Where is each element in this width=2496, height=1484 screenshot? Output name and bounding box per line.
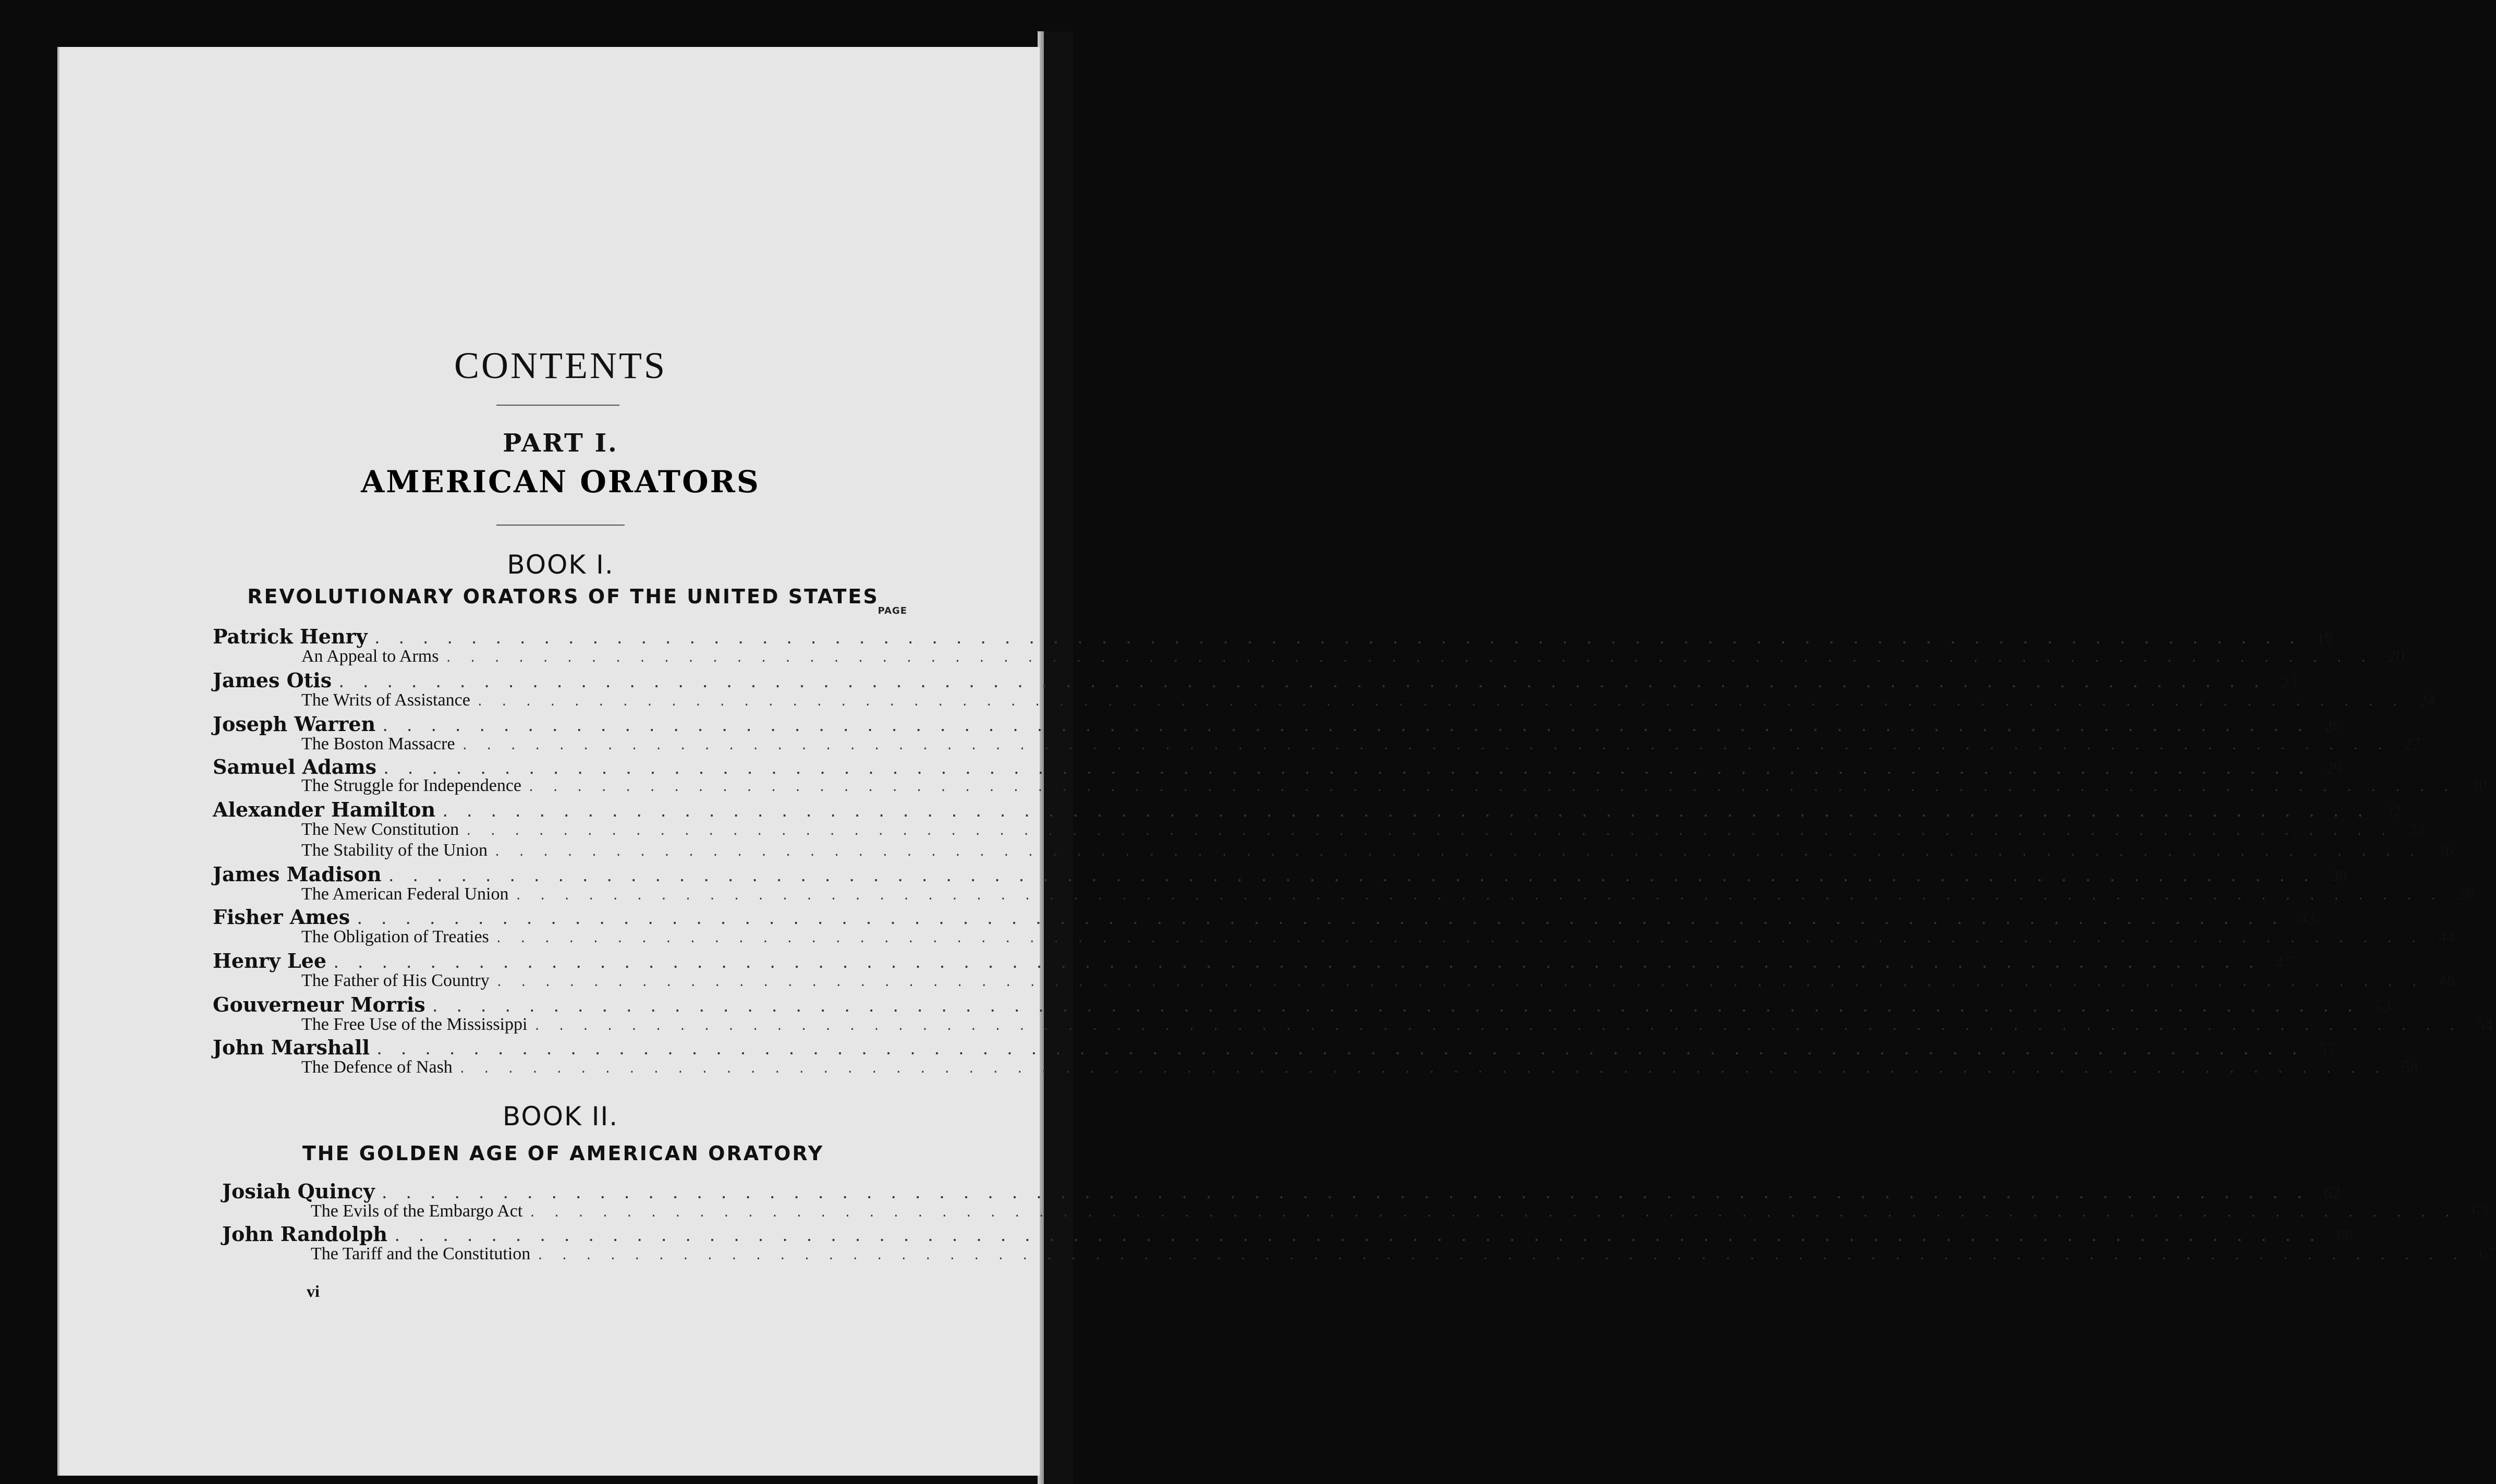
toc-author-entry [213,905,2316,929]
toc-page-number: 57 [2319,1039,2336,1058]
toc-page-number: 26 [2324,716,2342,735]
dot-leader: . . . . . . . . . . . . . . . . . . . . . . . . . . . . . . . . . . . . . . . . . . . . . . . . . . . . . . . . . . . . . . . . . . . . . . . . . . . . . . . . [528,781,2455,794]
book-2-title: THE GOLDEN AGE OF AMERICAN ORATORY [302,1142,824,1165]
toc-author-entry [213,798,2402,821]
toc-speech-entry [311,1201,2489,1221]
toc-page-number: 32 [2384,801,2402,820]
part-label: PART I. [503,429,618,458]
toc-entry-title: Patrick Henry [213,625,368,648]
toc-page-number: 63 [2471,1201,2489,1220]
toc-page-number: 38 [2330,866,2347,885]
toc-page-number: 43 [2299,909,2316,928]
toc-page-number: 47 [2275,953,2293,971]
toc-speech-entry [301,690,2436,710]
toc-entry-title: The Defence of Nash [301,1057,453,1077]
toc-speech-entry [301,841,2453,860]
book-2-label: BOOK II. [502,1101,619,1132]
toc-entry-title: The Tariff and the Constitution [311,1244,531,1263]
dot-leader: . . . . . . . . . . . . . . . . . . . . . . . . . . . . . . . . . . . . . . . . . . . . . . . . . . . . . . . . . . . . . . . . . . . . . . . . . . . . . . . . [461,739,2389,752]
toc-entry-title: John Marshall [213,1036,370,1059]
toc-speech-entry [301,1015,2493,1035]
dot-leader: . . . . . . . . . . . . . . . . . . . . . . . . . . . . . . . . . . . . . . . . . . . . . . . . . . . . . . . . . . . . . . . . . . . . . . . . . . . . . . . . [333,958,2260,971]
dot-leader: . . . . . . . . . . . . . . . . . . . . . . . . . . . . . . . . . . . . . . . . . . . . . . . . . . . . . . . . . . . . . . . . . . . . . . . . . . . . . . . . [476,696,2404,709]
toc-speech-entry [311,1244,2496,1264]
dot-leader: . . . . . . . . . . . . . . . . . . . . . . . . . . . . . . . . . . . . . . . . . . . . . . . . . . . . . . . . . . . . . . . . . . . . . . . . . . . . . . . . [356,914,2284,927]
toc-author-entry [213,949,2293,972]
scan-border [1044,31,1073,1484]
toc-author-entry [213,993,2391,1016]
toc-page-number: 53 [2374,996,2391,1015]
book-1-label: BOOK I. [507,550,614,580]
toc-author-entry [213,625,2333,648]
toc-entry-title: The Writs of Assistance [301,690,470,710]
toc-speech-entry [301,884,2475,904]
toc-page-number: 44 [2438,927,2455,946]
dot-leader: . . . . . . . . . . . . . . . . . . . . . . . . . . . . . . . . . . . . . . . . . . . . . . . . . . . . . . . . . . . . . . . . . . . . . . . . . . . . . . . . [515,890,2442,903]
heading-rule [496,405,619,406]
part-rule [496,525,625,526]
toc-entry-title: The New Constitution [301,820,459,839]
toc-author-entry [222,1179,2341,1203]
dot-leader: . . . . . . . . . . . . . . . . . . . . . . . . . . . . . . . . . . . . . . . . . . . . . . . . . . . . . . . . . . . . . . . . . . . . . . . . . . . . . . . . [338,677,2266,690]
dot-leader: . . . . . . . . . . . . . . . . . . . . . . . . . . . . . . . . . . . . . . . . . . . . . . . . . . . . . . . . . . . . . . . . . . . . . . . . . . . . . . . . [495,976,2423,989]
toc-speech-entry [301,776,2487,796]
toc-page-number: 67 [2479,1244,2496,1263]
toc-author-entry [213,755,2343,779]
toc-speech-entry [301,1057,2418,1077]
toc-entry-title: Gouverneur Morris [213,993,425,1016]
toc-page-number: 62 [2323,1183,2341,1202]
toc-speech-entry [301,734,2421,754]
toc-entry-title: The Stability of the Union [301,841,488,860]
toc-page-number: 33 [2408,820,2425,838]
toc-page-number: 19 [2316,628,2333,647]
toc-entry-title: The Obligation of Treaties [301,927,489,946]
contents-heading: CONTENTS [454,345,667,386]
dot-leader: . . . . . . . . . . . . . . . . . . . . . . . . . . . . . . . . . . . . . . . . . . . . . . . . . . . . . . . . . . . . . . . . . . . . . . . . . . . . . . . . [465,825,2393,838]
dot-leader: . . . . . . . . . . . . . . . . . . . . . . . . . . . . . . . . . . . . . . . . . . . . . . . . . . . . . . . . . . . . . . . . . . . . . . . . . . . . . . . . [529,1207,2456,1220]
toc-page-number: 30 [2470,776,2487,795]
page-column-label: PAGE [878,605,907,616]
toc-entry-title: James Madison [213,862,382,886]
dot-leader: . . . . . . . . . . . . . . . . . . . . . . . . . . . . . . . . . . . . . . . . . . . . . . . . . . . . . . . . . . . . . . . . . . . . . . . . . . . . . . . . [382,721,2309,734]
dot-leader: . . . . . . . . . . . . . . . . . . . . . . . . . . . . . . . . . . . . . . . . . . . . . . . . . . . . . . . . . . . . . . . . . . . . . . . . . . . . . . . . [533,1020,2461,1033]
toc-page-number: 48 [2438,971,2455,990]
toc-entry-title: The Struggle for Independence [301,776,521,795]
dot-leader: . . . . . . . . . . . . . . . . . . . . . . . . . . . . . . . . . . . . . . . . . . . . . . . . . . . . . . . . . . . . . . . . . . . . . . . . . . . . . . . . [493,846,2421,859]
dot-leader: . . . . . . . . . . . . . . . . . . . . . . . . . . . . . . . . . . . . . . . . . . . . . . . . . . . . . . . . . . . . . . . . . . . . . . . . . . . . . . . . [394,1231,2321,1244]
toc-entry-title: James Otis [213,668,332,692]
toc-author-entry [213,1036,2336,1059]
toc-author-entry [213,712,2342,736]
part-title: AMERICAN ORATORS [361,464,760,500]
toc-entry-title: Samuel Adams [213,755,377,779]
toc-speech-entry [301,647,2405,666]
toc-page-number: 39 [2457,884,2475,903]
dot-leader: . . . . . . . . . . . . . . . . . . . . . . . . . . . . . . . . . . . . . . . . . . . . . . . . . . . . . . . . . . . . . . . . . . . . . . . . . . . . . . . . [376,1044,2304,1057]
toc-author-entry [213,862,2347,886]
dot-leader: . . . . . . . . . . . . . . . . . . . . . . . . . . . . . . . . . . . . . . . . . . . . . . . . . . . . . . . . . . . . . . . . . . . . . . . . . . . . . . . . [431,1002,2359,1015]
toc-page-number: 36 [2436,841,2453,859]
dot-leader: . . . . . . . . . . . . . . . . . . . . . . . . . . . . . . . . . . . . . . . . . . . . . . . . . . . . . . . . . . . . . . . . . . . . . . . . . . . . . . . . [442,807,2369,820]
dot-leader: . . . . . . . . . . . . . . . . . . . . . . . . . . . . . . . . . . . . . . . . . . . . . . . . . . . . . . . . . . . . . . . . . . . . . . . . . . . . . . . . [495,932,2422,945]
dot-leader: . . . . . . . . . . . . . . . . . . . . . . . . . . . . . . . . . . . . . . . . . . . . . . . . . . . . . . . . . . . . . . . . . . . . . . . . . . . . . . . . [537,1249,2464,1262]
toc-entry-title: John Randolph [222,1222,388,1246]
toc-entry-title: Fisher Ames [213,905,350,929]
toc-entry-title: The Boston Massacre [301,734,455,753]
toc-page-number: 24 [2419,690,2436,709]
dot-leader: . . . . . . . . . . . . . . . . . . . . . . . . . . . . . . . . . . . . . . . . . . . . . . . . . . . . . . . . . . . . . . . . . . . . . . . . . . . . . . . . [458,1063,2386,1076]
toc-page-number: 27 [2404,734,2421,753]
toc-entry-title: Joseph Warren [213,712,376,736]
dot-leader: . . . . . . . . . . . . . . . . . . . . . . . . . . . . . . . . . . . . . . . . . . . . . . . . . . . . . . . . . . . . . . . . . . . . . . . . . . . . . . . . [387,871,2315,884]
toc-page-number: 20 [2388,647,2405,665]
toc-entry-title: Henry Lee [213,949,327,972]
dot-leader: . . . . . . . . . . . . . . . . . . . . . . . . . . . . . . . . . . . . . . . . . . . . . . . . . . . . . . . . . . . . . . . . . . . . . . . . . . . . . . . . [373,634,2301,647]
toc-page-number: 58 [2401,1057,2418,1076]
toc-speech-entry [301,927,2455,947]
dot-leader: . . . . . . . . . . . . . . . . . . . . . . . . . . . . . . . . . . . . . . . . . . . . . . . . . . . . . . . . . . . . . . . . . . . . . . . . . . . . . . . . [445,652,2372,665]
dot-leader: . . . . . . . . . . . . . . . . . . . . . . . . . . . . . . . . . . . . . . . . . . . . . . . . . . . . . . . . . . . . . . . . . . . . . . . . . . . . . . . . [383,764,2310,777]
toc-entry-title: The Free Use of the Mississippi [301,1015,528,1034]
toc-page-number: 54 [2476,1015,2493,1033]
toc-author-entry [213,668,2298,692]
toc-entry-title: The Evils of the Embargo Act [311,1201,523,1221]
toc-entry-title: Josiah Quincy [222,1179,375,1203]
book-1-title: REVOLUTIONARY ORATORS OF THE UNITED STATES [247,585,879,608]
dot-leader: . . . . . . . . . . . . . . . . . . . . . . . . . . . . . . . . . . . . . . . . . . . . . . . . . . . . . . . . . . . . . . . . . . . . . . . . . . . . . . . . [381,1188,2308,1201]
toc-author-entry [222,1222,2354,1246]
toc-entry-title: An Appeal to Arms [301,647,439,666]
toc-speech-entry [301,820,2425,840]
toc-speech-entry [301,971,2455,991]
toc-page-number: 23 [2281,672,2298,691]
toc-page-number: 66 [2336,1226,2354,1245]
toc-entry-title: Alexander Hamilton [213,798,436,821]
toc-entry-title: The American Federal Union [301,884,509,904]
page-folio: vi [307,1282,320,1300]
toc-entry-title: The Father of His Country [301,971,490,990]
toc-page-number: 29 [2325,759,2343,777]
